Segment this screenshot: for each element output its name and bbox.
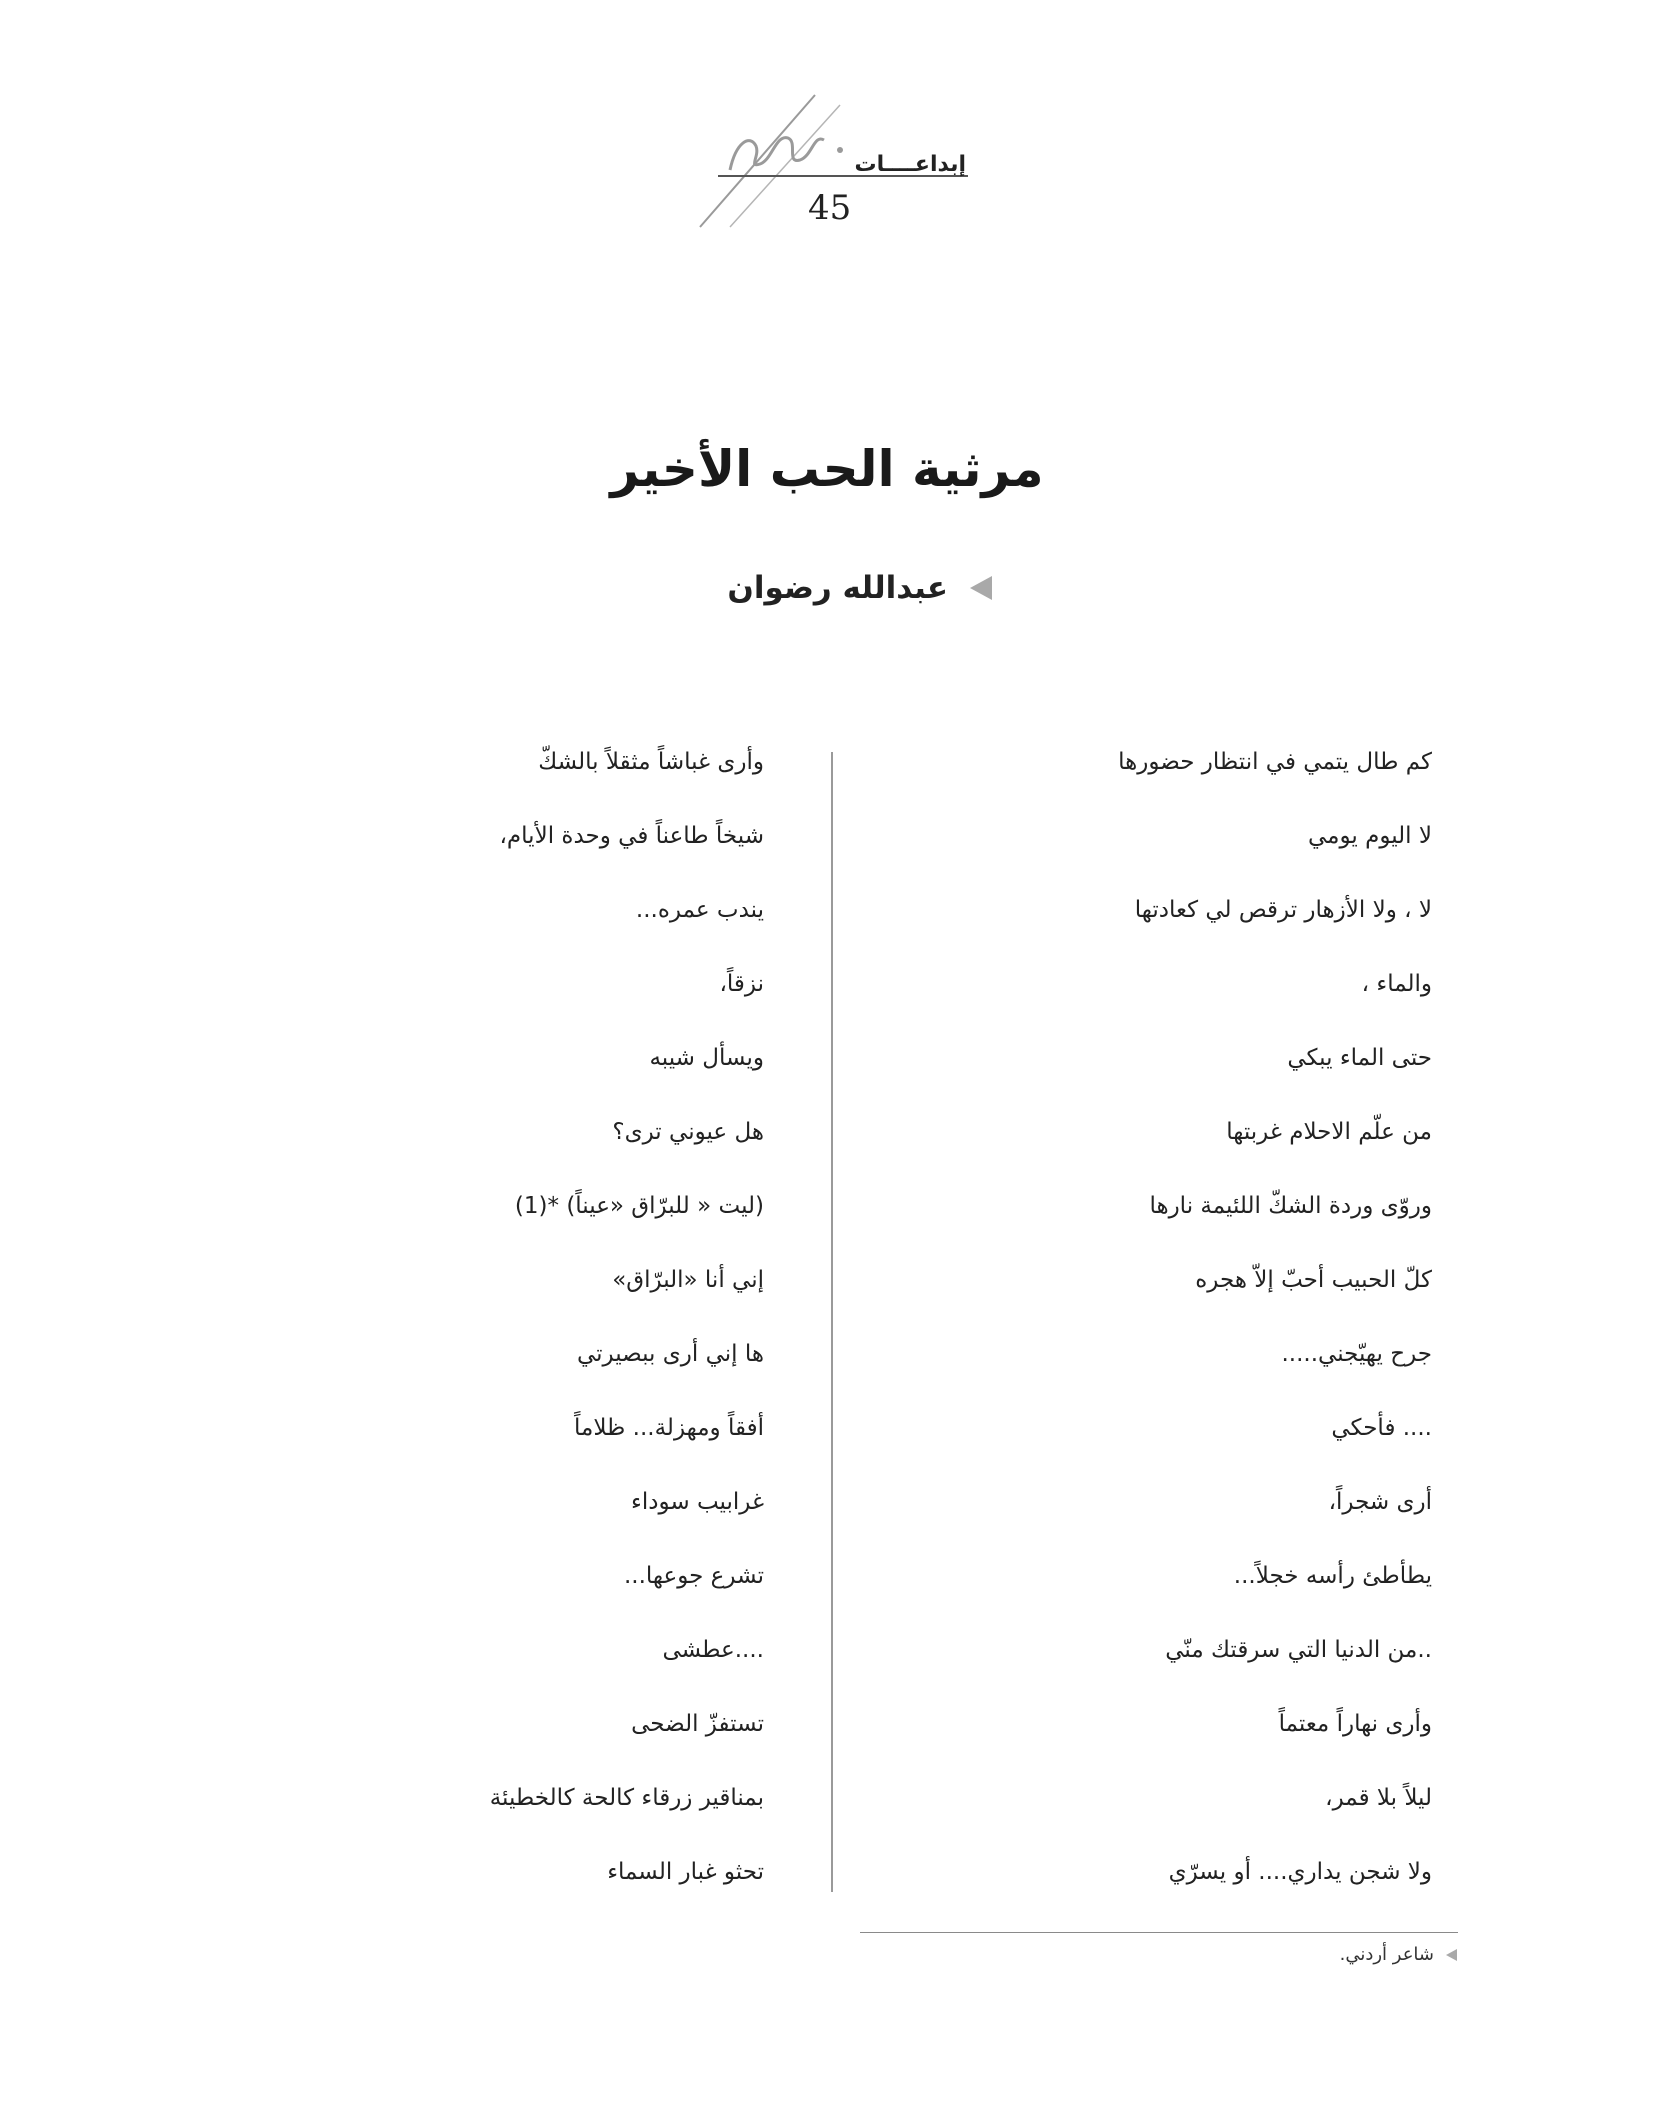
section-label: إبداعــــات: [854, 152, 966, 177]
footnote-rule: [860, 1932, 1458, 1933]
verse-line: تحثو غبار السماء: [607, 1859, 764, 1885]
verse-line: ....عطشى: [662, 1637, 764, 1663]
verse-line: ..من الدنيا التي سرقتك منّي: [1165, 1637, 1432, 1663]
verse-line: ليلاً بلا قمر،: [1325, 1785, 1432, 1811]
verse-line: (ليت « للبرّاق «عيناً) *(1): [514, 1193, 764, 1219]
poem-column-right: [872, 742, 1432, 1926]
verse-line: يندب عمره...: [635, 897, 764, 923]
footnote-text: شاعر أردني.: [1339, 1944, 1434, 1965]
poem-column-left: [204, 742, 764, 1926]
verse-line: ولا شجن يداري.... أو يسرّي: [1168, 1859, 1432, 1885]
verse-line: هل عيوني ترى؟: [612, 1119, 764, 1145]
author-name: عبدالله رضوان: [727, 570, 948, 606]
verse-line: لا اليوم يومي: [1308, 823, 1432, 849]
triangle-bullet-icon: [966, 574, 994, 602]
article-title: مرثية الحب الأخير: [610, 440, 1044, 498]
verse-line: وروّى وردة الشكّ اللئيمة نارها: [1149, 1193, 1432, 1219]
verse-line: نزقاً،: [719, 971, 764, 997]
verse-line: حتى الماء يبكي: [1287, 1045, 1432, 1071]
verse-line: .... فأحكي: [1331, 1415, 1432, 1441]
verse-line: لا ، ولا الأزهار ترقص لي كعادتها: [1134, 897, 1432, 923]
verse-line: شيخاً طاعناً في وحدة الأيام،: [499, 823, 764, 849]
column-divider: [831, 752, 833, 1892]
verse-line: من علّم الاحلام غربتها: [1226, 1119, 1432, 1145]
verse-line: إني أنا «البرّاق»: [612, 1267, 764, 1293]
verse-line: تشرع جوعها...: [623, 1563, 764, 1589]
verse-line: بمناقير زرقاء كالحة كالخطيئة: [489, 1785, 764, 1811]
verse-line: يطأطئ رأسه خجلاً...: [1233, 1563, 1432, 1589]
verse-line: أفقاً ومهزلة... ظلاماً: [574, 1415, 764, 1441]
author-byline: [727, 570, 994, 606]
verse-line: وأرى غباشاً مثقلاً بالشكّ: [538, 749, 764, 775]
page-header: [690, 90, 980, 240]
verse-line: ها إني أرى ببصيرتي: [576, 1341, 764, 1367]
verse-line: أرى شجراً،: [1328, 1489, 1432, 1515]
verse-line: تستفزّ الضحى: [631, 1711, 764, 1737]
verse-line: جرح يهيّجني.....: [1281, 1341, 1432, 1367]
verse-line: غرابيب سوداء: [631, 1489, 764, 1515]
page-number: 45: [808, 188, 852, 228]
verse-line: كلّ الحبيب أحبّ إلاّ هجره: [1195, 1267, 1432, 1293]
verse-line: ويسأل شيبه: [649, 1045, 764, 1071]
footnote: [1340, 1944, 1458, 1965]
verse-line: كم طال يتمي في انتظار حضورها: [1118, 749, 1432, 775]
verse-line: وأرى نهاراً معتماً: [1278, 1711, 1432, 1737]
verse-line: والماء ،: [1361, 971, 1432, 997]
triangle-bullet-icon: [1444, 1948, 1458, 1962]
